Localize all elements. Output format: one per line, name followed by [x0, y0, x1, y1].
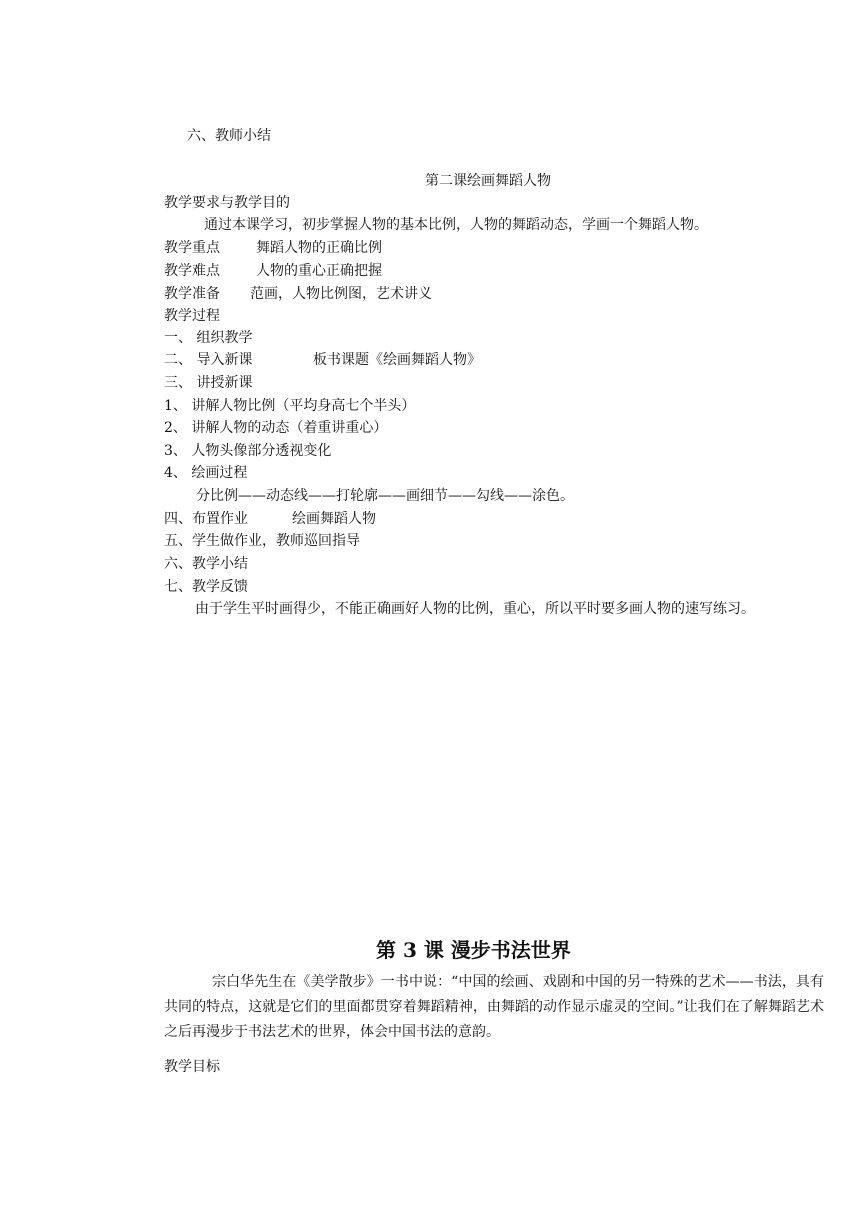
substep-3: 3、 人物头像部分透视变化 [164, 443, 332, 459]
process-heading: 教学过程 [164, 308, 220, 324]
substep-4: 4、 绘画过程 [164, 465, 248, 481]
requirements-heading: 教学要求与教学目的 [164, 195, 290, 211]
step-4-label: 四、布置作业 [164, 511, 248, 527]
step-5: 五、学生做作业，教师巡回指导 [164, 533, 360, 549]
step-3: 三、 讲授新课 [164, 375, 253, 391]
feedback-text: 由于学生平时画得少，不能正确画好人物的比例，重心，所以平时要多画人物的速写练习。 [195, 601, 755, 617]
substep-1: 1、 讲解人物比例（平均身高七个半头） [164, 398, 416, 414]
lesson3-intro: 宗白华先生在《美学散步》一书中说：“中国的绘画、戏剧和中国的另一特殊的艺术——书法，具有共同的特点，这就是它们的里面都贯穿着舞蹈精神，由舞蹈的动作显示虚灵的空间。”让我们在了解舞蹈艺术之后再漫步于书法艺术的世界，体会中国书法的意韵。 [164, 974, 824, 1040]
focus-text: 舞蹈人物的正确比例 [256, 240, 382, 256]
step-7: 七、教学反馈 [164, 579, 248, 595]
difficulty-text: 人物的重心正确把握 [256, 263, 382, 279]
substep-2: 2、 讲解人物的动态（着重讲重心） [164, 420, 388, 436]
difficulty-label: 教学难点 [164, 263, 220, 279]
step-2-label: 二、 导入新课 [164, 352, 253, 368]
prep-text: 范画，人物比例图，艺术讲义 [250, 286, 432, 302]
step-6: 六、教学小结 [164, 556, 248, 572]
step-2-text: 板书课题《绘画舞蹈人物》 [313, 352, 481, 368]
goals-heading: 教学目标 [164, 1059, 220, 1075]
lesson2-title: 第二课绘画舞蹈人物 [425, 173, 551, 189]
prep-label: 教学准备 [164, 286, 220, 302]
teacher-summary-heading: 六、教师小结 [187, 128, 271, 144]
step-4-text: 绘画舞蹈人物 [292, 511, 376, 527]
drawing-flow: 分比例——动态线——打轮廓——画细节——勾线——涂色。 [196, 488, 574, 504]
step-1: 一、 组织教学 [164, 330, 253, 346]
focus-label: 教学重点 [164, 240, 220, 256]
lesson3-title: 第 3 课 漫步书法世界 [376, 938, 571, 962]
requirements-text: 通过本课学习，初步掌握人物的基本比例，人物的舞蹈动态，学画一个舞蹈人物。 [204, 217, 708, 233]
